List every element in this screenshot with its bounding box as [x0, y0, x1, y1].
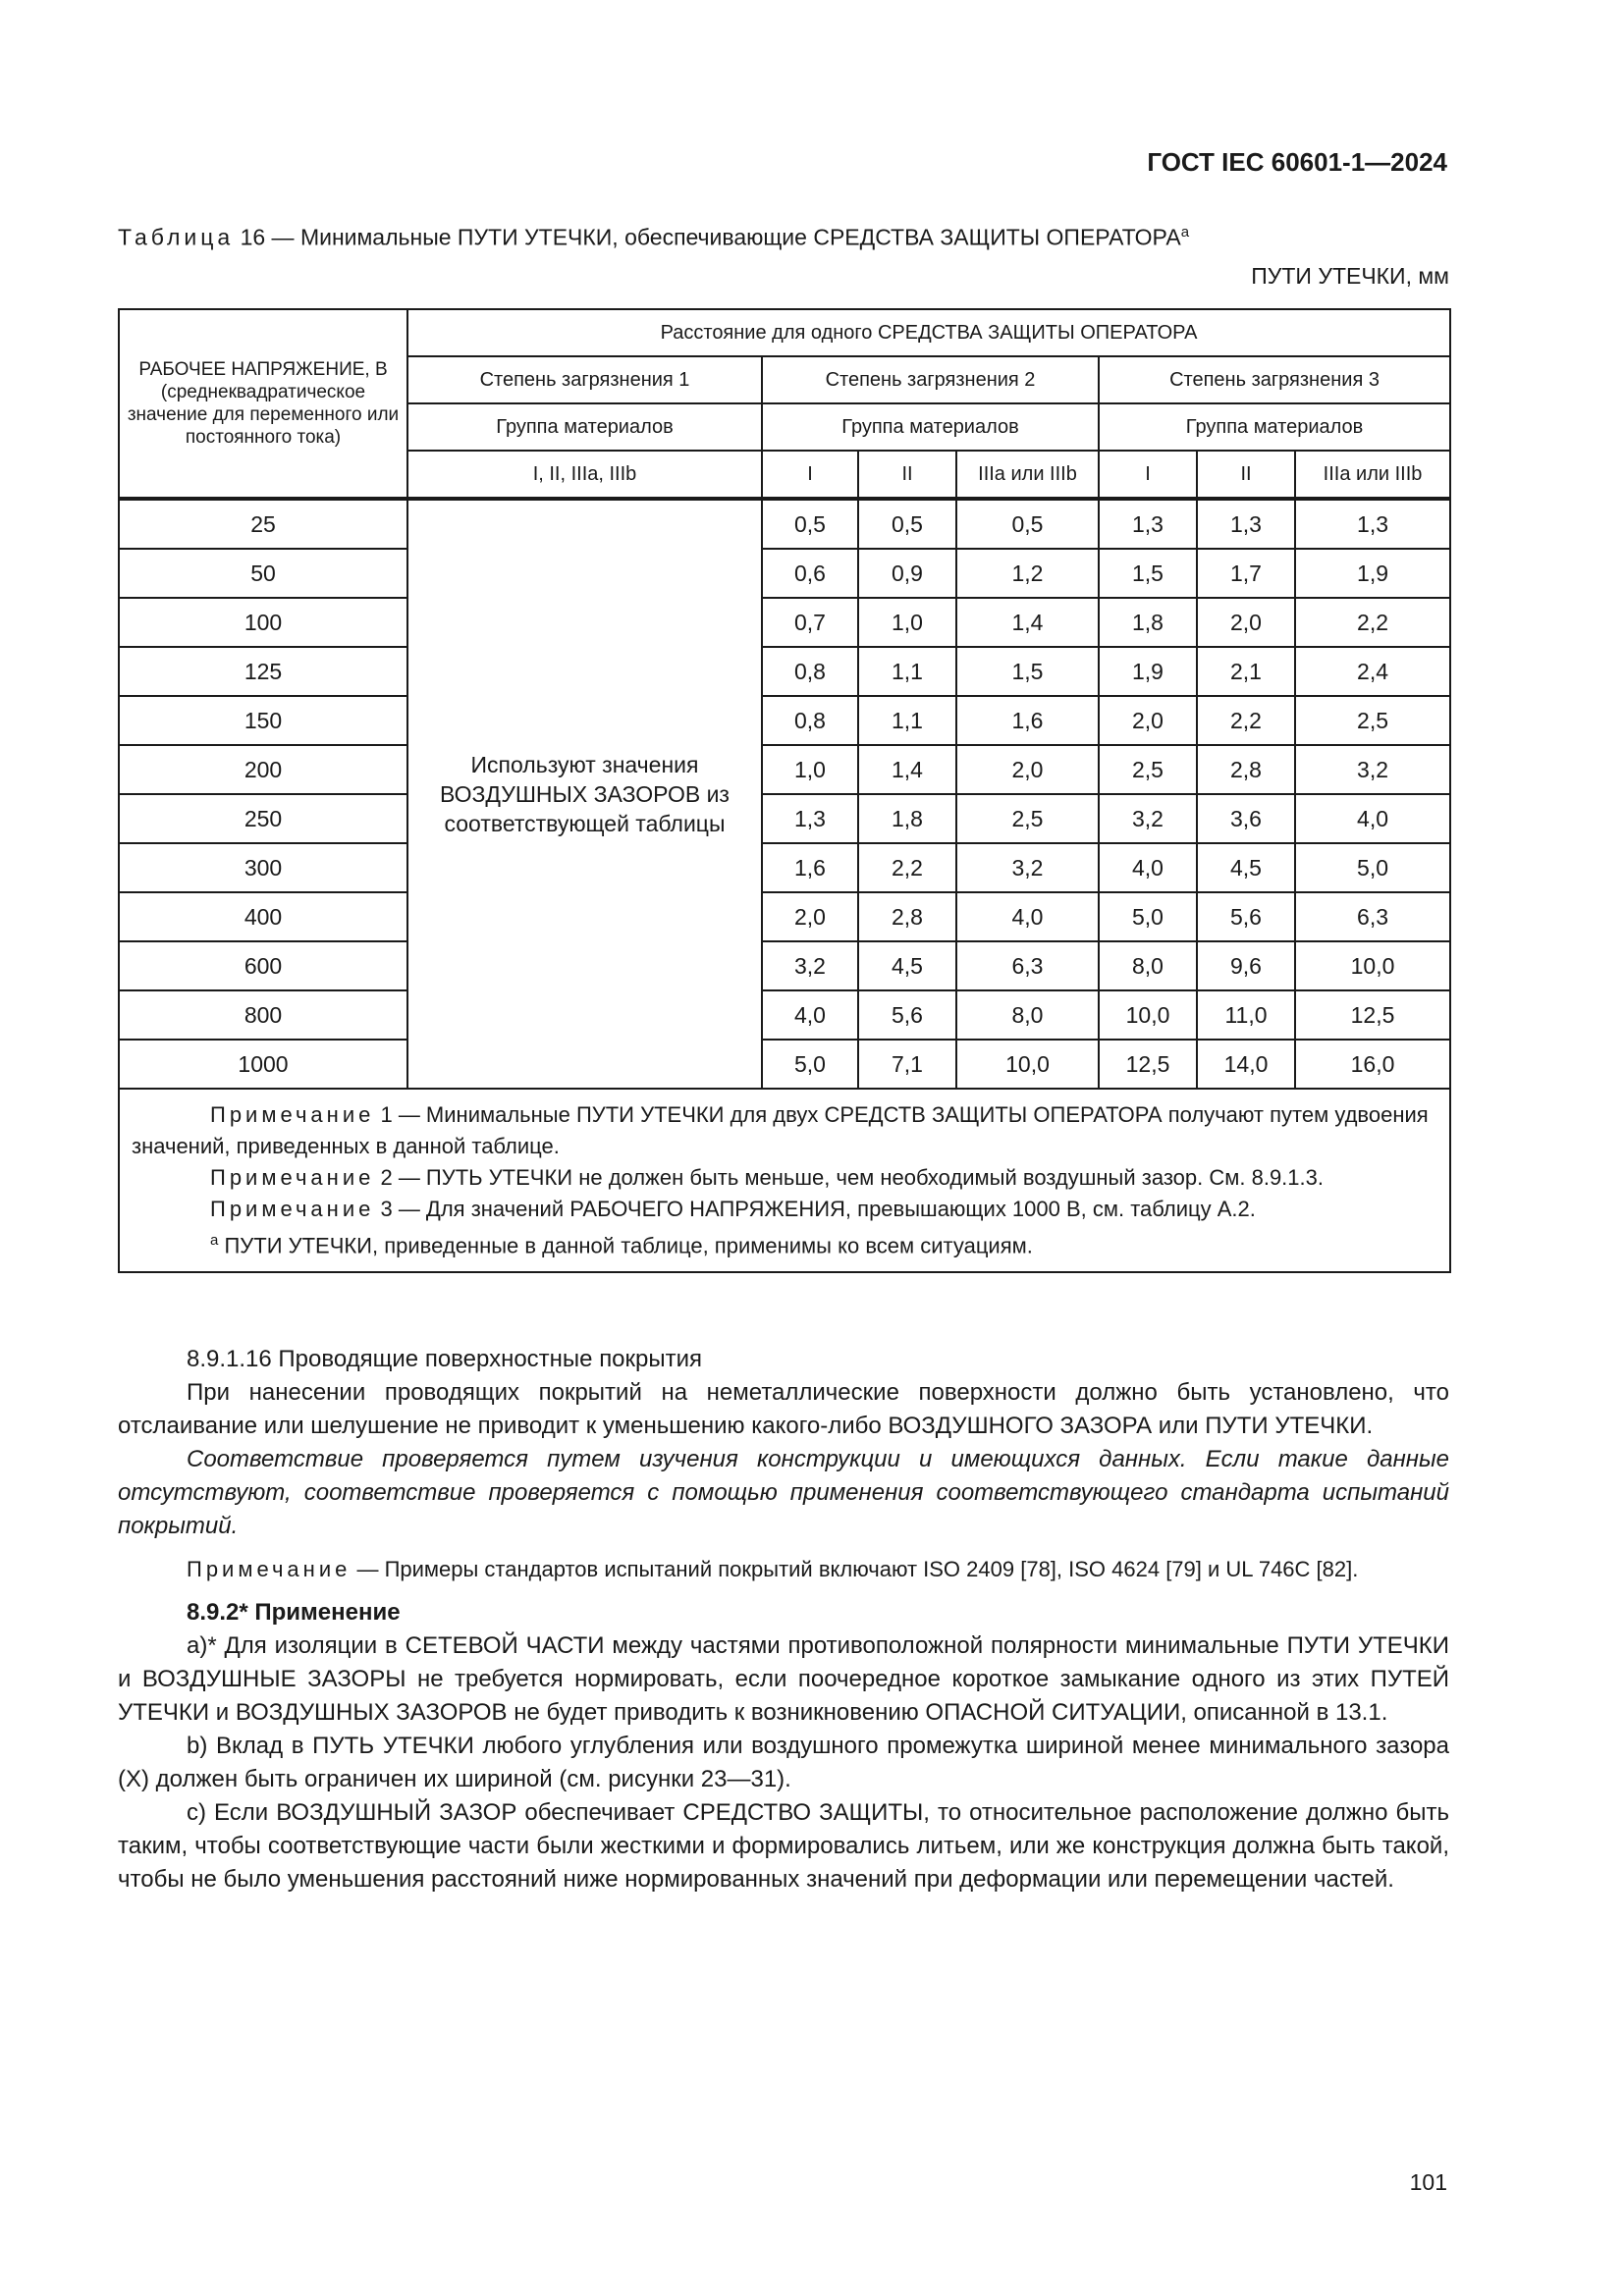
creepage-value-cell: 9,6 [1197, 941, 1295, 990]
creepage-value-cell: 1,4 [858, 745, 956, 794]
creepage-table [118, 308, 1451, 1273]
creepage-value-cell: 5,0 [1099, 892, 1197, 941]
creepage-value-cell: 2,5 [1099, 745, 1197, 794]
creepage-value-cell: 2,8 [858, 892, 956, 941]
creepage-value-cell: 14,0 [1197, 1040, 1295, 1089]
creepage-value-cell: 2,0 [762, 892, 858, 941]
creepage-value-cell: 4,5 [858, 941, 956, 990]
creepage-value-cell: 2,1 [1197, 647, 1295, 696]
header-working-voltage: РАБОЧЕЕ НАПРЯЖЕНИЕ, В (среднеквадратическое значение для переменного или постоянного тока) [119, 309, 407, 499]
table-note-3: Примечание 3 — Для значений РАБОЧЕГО НАПРЯЖЕНИЯ, превышающих 1000 В, см. таблицу А.2. [210, 1197, 1256, 1221]
caption-footnote-mark: a [1180, 224, 1190, 240]
creepage-value-cell: 5,6 [858, 990, 956, 1040]
table-row [119, 990, 1450, 1040]
header-groups-pd1: I, II, IIIa, IIIb [407, 451, 762, 499]
table-row [119, 647, 1450, 696]
creepage-value-cell: 4,0 [1099, 843, 1197, 892]
creepage-value-cell: 1,0 [762, 745, 858, 794]
voltage-cell: 250 [119, 794, 407, 843]
creepage-value-cell: 5,0 [1295, 843, 1450, 892]
body-note: Примечание — Примеры стандартов испытаний покрытий включают ISO 2409 [78], ISO 4624 [79] и UL 746C [82]. [187, 1557, 1359, 1581]
creepage-value-cell: 1,8 [1099, 598, 1197, 647]
creepage-value-cell: 8,0 [956, 990, 1099, 1040]
item-c: c) Если ВОЗДУШНЫЙ ЗАЗОР обеспечивает СРЕДСТВО ЗАЩИТЫ, то относительное расположение должно быть таким, чтобы соответствующие части были жесткими и формировались литьем, или же конструкция должна быть такой, чтобы не было уменьшения расстояний ниже нормированных значений при деформации или перемещении частей. [118, 1799, 1449, 1893]
page-number: 101 [1409, 2169, 1447, 2195]
creepage-value-cell: 2,0 [956, 745, 1099, 794]
voltage-cell: 300 [119, 843, 407, 892]
creepage-value-cell: 0,5 [956, 499, 1099, 549]
creepage-value-cell: 4,0 [1295, 794, 1450, 843]
table-row [119, 696, 1450, 745]
creepage-value-cell: 0,5 [762, 499, 858, 549]
creepage-value-cell: 5,0 [762, 1040, 858, 1089]
creepage-value-cell: 1,1 [858, 647, 956, 696]
header-group-pd2-ii: II [858, 451, 956, 499]
creepage-value-cell: 4,0 [956, 892, 1099, 941]
item-b: b) Вклад в ПУТЬ УТЕЧКИ любого углубления или воздушного промежутка шириной менее минимального зазора (X) должен быть ограничен их шириной (см. рисунки 23—31). [118, 1733, 1449, 1792]
creepage-value-cell: 1,9 [1295, 549, 1450, 598]
creepage-value-cell: 1,3 [1295, 499, 1450, 549]
creepage-value-cell: 1,1 [858, 696, 956, 745]
creepage-value-cell: 4,0 [762, 990, 858, 1040]
creepage-value-cell: 7,1 [858, 1040, 956, 1089]
compliance-check-text: Соответствие проверяется путем изучения конструкции и имеющихся данных. Если такие данные отсутствуют, соответствие проверяется с помощью применения соответствующего стандарта испытаний покрытий. [118, 1446, 1449, 1539]
header-pollution-degree-3: Степень загрязнения 3 [1099, 356, 1450, 403]
creepage-value-cell: 3,6 [1197, 794, 1295, 843]
creepage-value-cell: 10,0 [956, 1040, 1099, 1089]
table-row [119, 745, 1450, 794]
voltage-cell: 1000 [119, 1040, 407, 1089]
use-air-clearance-cell: Используют значения ВОЗДУШНЫХ ЗАЗОРОВ из соответствующей таблицы [407, 499, 762, 1089]
creepage-value-cell: 1,6 [762, 843, 858, 892]
creepage-value-cell: 2,2 [858, 843, 956, 892]
creepage-value-cell: 4,5 [1197, 843, 1295, 892]
creepage-value-cell: 1,6 [956, 696, 1099, 745]
creepage-value-cell: 1,7 [1197, 549, 1295, 598]
header-material-group-pd1: Группа материалов [407, 403, 762, 451]
table-row [119, 794, 1450, 843]
document-code: ГОСТ IEC 60601-1—2024 [1147, 147, 1447, 177]
voltage-cell: 400 [119, 892, 407, 941]
header-group-pd3-iii: IIIa или IIIb [1295, 451, 1450, 499]
caption-label: Таблица [118, 224, 235, 250]
creepage-value-cell: 0,8 [762, 647, 858, 696]
clause-8-9-1-16-text: При нанесении проводящих покрытий на неметаллические поверхности должно быть установлено, что отслаивание или шелушение не приводит к уменьшению какого-либо ВОЗДУШНОГО ЗАЗОРА или ПУТИ УТЕЧКИ. [118, 1379, 1449, 1439]
creepage-value-cell: 1,5 [1099, 549, 1197, 598]
creepage-value-cell: 3,2 [956, 843, 1099, 892]
creepage-value-cell: 3,2 [1099, 794, 1197, 843]
creepage-value-cell: 1,5 [956, 647, 1099, 696]
voltage-cell: 800 [119, 990, 407, 1040]
creepage-value-cell: 6,3 [1295, 892, 1450, 941]
voltage-cell: 600 [119, 941, 407, 990]
creepage-value-cell: 0,6 [762, 549, 858, 598]
creepage-value-cell: 10,0 [1295, 941, 1450, 990]
creepage-value-cell: 3,2 [1295, 745, 1450, 794]
creepage-value-cell: 12,5 [1295, 990, 1450, 1040]
creepage-value-cell: 2,5 [956, 794, 1099, 843]
table-note-2: Примечание 2 — ПУТЬ УТЕЧКИ не должен быть меньше, чем необходимый воздушный зазор. См. 8.9.1.3. [210, 1165, 1324, 1190]
table-row [119, 843, 1450, 892]
creepage-value-cell: 2,0 [1197, 598, 1295, 647]
table-row [119, 1040, 1450, 1089]
table-row [119, 892, 1450, 941]
creepage-value-cell: 12,5 [1099, 1040, 1197, 1089]
creepage-value-cell: 1,8 [858, 794, 956, 843]
table-caption [118, 224, 1449, 251]
clause-8-9-2-heading: 8.9.2* Применение [187, 1599, 401, 1626]
voltage-cell: 25 [119, 499, 407, 549]
creepage-value-cell: 1,0 [858, 598, 956, 647]
table-row [119, 499, 1450, 549]
creepage-value-cell: 2,2 [1197, 696, 1295, 745]
table-row [119, 549, 1450, 598]
header-pollution-degree-1: Степень загрязнения 1 [407, 356, 762, 403]
item-a: a)* Для изоляции в СЕТЕВОЙ ЧАСТИ между частями противоположной полярности минимальные ПУТИ УТЕЧКИ и ВОЗДУШНЫЕ ЗАЗОРЫ не требуется нормировать, если поочередное короткое замыкание одного из этих ПУТЕЙ УТЕЧКИ и ВОЗДУШНЫХ ЗАЗОРОВ не будет приводить к возникновению ОПАСНОЙ СИТУАЦИИ, описанной в 13.1. [118, 1632, 1449, 1726]
table-row [119, 598, 1450, 647]
body-text [118, 1343, 1449, 1896]
creepage-value-cell: 0,9 [858, 549, 956, 598]
table-note-1: Примечание 1 — Минимальные ПУТИ УТЕЧКИ для двух СРЕДСТВ ЗАЩИТЫ ОПЕРАТОРА получают путем удвоения значений, приведенных в данной таблице. [132, 1102, 1429, 1158]
creepage-value-cell: 0,5 [858, 499, 956, 549]
table-row [119, 941, 1450, 990]
header-group-pd2-iii: IIIa или IIIb [956, 451, 1099, 499]
clause-8-9-1-16-title: 8.9.1.16 Проводящие поверхностные покрытия [187, 1346, 703, 1372]
creepage-value-cell: 10,0 [1099, 990, 1197, 1040]
table-notes [119, 1089, 1450, 1272]
creepage-value-cell: 11,0 [1197, 990, 1295, 1040]
creepage-value-cell: 16,0 [1295, 1040, 1450, 1089]
creepage-value-cell: 5,6 [1197, 892, 1295, 941]
caption-text: 16 — Минимальные ПУТИ УТЕЧКИ, обеспечивающие СРЕДСТВА ЗАЩИТЫ ОПЕРАТОРА [240, 224, 1181, 250]
voltage-cell: 125 [119, 647, 407, 696]
creepage-value-cell: 6,3 [956, 941, 1099, 990]
table-body [119, 499, 1450, 1089]
header-group-pd3-ii: II [1197, 451, 1295, 499]
creepage-value-cell: 1,4 [956, 598, 1099, 647]
header-distance: Расстояние для одного СРЕДСТВА ЗАЩИТЫ ОПЕРАТОРА [407, 309, 1450, 356]
creepage-value-cell: 1,3 [1197, 499, 1295, 549]
creepage-value-cell: 2,4 [1295, 647, 1450, 696]
creepage-value-cell: 2,0 [1099, 696, 1197, 745]
voltage-cell: 50 [119, 549, 407, 598]
voltage-cell: 150 [119, 696, 407, 745]
creepage-value-cell: 2,5 [1295, 696, 1450, 745]
creepage-value-cell: 2,2 [1295, 598, 1450, 647]
creepage-value-cell: 1,9 [1099, 647, 1197, 696]
creepage-value-cell: 1,3 [762, 794, 858, 843]
header-material-group-pd2: Группа материалов [762, 403, 1099, 451]
creepage-value-cell: 0,8 [762, 696, 858, 745]
creepage-value-cell: 8,0 [1099, 941, 1197, 990]
creepage-value-cell: 1,3 [1099, 499, 1197, 549]
creepage-value-cell: 1,2 [956, 549, 1099, 598]
table-units: ПУТИ УТЕЧКИ, мм [1251, 263, 1449, 289]
voltage-cell: 200 [119, 745, 407, 794]
voltage-cell: 100 [119, 598, 407, 647]
creepage-value-cell: 2,8 [1197, 745, 1295, 794]
creepage-value-cell: 3,2 [762, 941, 858, 990]
header-material-group-pd3: Группа материалов [1099, 403, 1450, 451]
header-pollution-degree-2: Степень загрязнения 2 [762, 356, 1099, 403]
header-group-pd3-i: I [1099, 451, 1197, 499]
creepage-value-cell: 0,7 [762, 598, 858, 647]
table-footnote: $^a$ ПУТИ УТЕЧКИ, приведенные в данной таблице, применимы ко всем ситуациям. [210, 1232, 1033, 1258]
header-group-pd2-i: I [762, 451, 858, 499]
